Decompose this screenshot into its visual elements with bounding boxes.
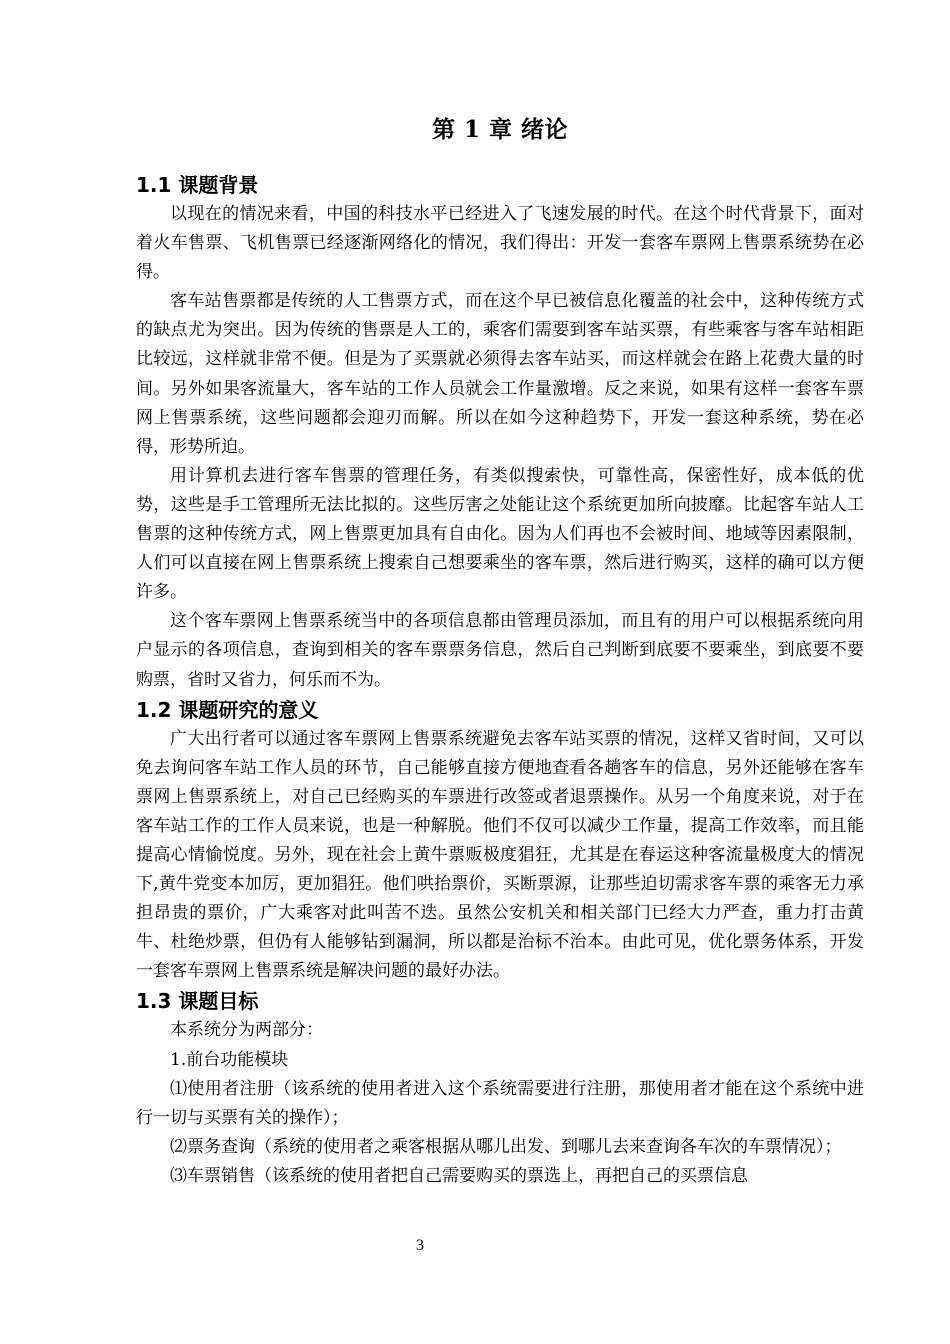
section-heading-1-1: 1.1 课题背景 — [136, 173, 259, 197]
list-heading: 1.前台功能模块 — [170, 1049, 289, 1070]
paragraph: 用计算机去进行客车售票的管理任务，有类似搜索快，可靠性高，保密性好，成本低的优势，这些是手工管理所无法比拟的。这些厉害之处能让这个系统更加所向披靡。比起客车站人工售票的这种传统方式，网上售票更加具有自由化。因为人们再也不会被时间、地域等因素限制，人们可以直接在网上售票系统上搜索自己想要乘坐的客车票，然后进行购买，这样的确可以方便许多。 — [136, 465, 864, 603]
paragraph: 客车站售票都是传统的人工售票方式，而在这个早已被信息化覆盖的社会中，这种传统方式的缺点尤为突出。因为传统的售票是人工的，乘客们需要到客车站买票，有些乘客与客车站相距比较远，这样就非常不便。但是为了买票就必须得去客车站买，而这样就会在路上花费大量的时间。另外如果客流量大，客车站的工作人员就会工作量激增。反之来说，如果有这样一套客车票网上售票系统，这些问题都会迎刃而解。所以在如今这种趋势下，开发一套这种系统，势在必得，形势所迫。 — [136, 291, 864, 457]
paragraph: 本系统分为两部分： — [170, 1020, 323, 1041]
page-number: 3 — [416, 1237, 424, 1254]
section-heading-1-3: 1.3 课题目标 — [136, 989, 259, 1014]
paragraph: 这个客车票网上售票系统当中的各项信息都由管理员添加，而且有的用户可以根据系统向用户显示的各项信息，查询到相关的客车票票务信息，然后自己判断到底要不要乘坐，到底要不要购票，省时又省力，何乐而不为。 — [136, 611, 864, 690]
page-content — [136, 112, 864, 1191]
list-item: ⑵票务查询（系统的使用者之乘客根据从哪儿出发、到哪儿去来查询各车次的车票情况）； — [170, 1136, 842, 1157]
paragraph: 广大出行者可以通过客车票网上售票系统避免去客车站买票的情况，这样又省时间，又可以免去询问客车站工作人员的环节，自己能够直接方便地查看各趟客车的信息，另外还能够在客车票网上售票系统上，对自己已经购买的车票进行改签或者退票操作。从另一个角度来说，对于在客车站工作的工作人员来说，也是一种解脱。他们不仅可以减少工作量，提高工作效率，而且能提高心情愉悦度。另外，现在社会上黄牛票贩极度猖狂，尤其是在春运这种客流量极度大的情况下,黄牛党变本加厉，更加猖狂。他们哄抬票价，买断票源，让那些迫切需求客车票的乘客无力承担昂贵的票价，广大乘客对此叫苦不迭。虽然公安机关和相关部门已经大力严查，重力打击黄牛、杜绝炒票，但仍有人能够钻到漏洞，所以都是治标不治本。由此可见，优化票务体系，开发一套客车票网上售票系统是解决问题的最好办法。 — [136, 728, 864, 982]
chapter-title: 第 1 章 绪论 — [431, 116, 569, 143]
list-item: ⑴使用者注册（该系统的使用者进入这个系统需要进行注册，那使用者才能在这个系统中进行一切与买票有关的操作）； — [136, 1078, 864, 1128]
paragraph: 以现在的情况来看，中国的科技水平已经进入了飞速发展的时代。在这个时代背景下，面对着火车售票、飞机售票已经逐渐网络化的情况，我们得出：开发一套客车票网上售票系统势在必得。 — [136, 204, 864, 283]
section-heading-1-2: 1.2 课题研究的意义 — [136, 697, 319, 722]
list-item: ⑶车票销售（该系统的使用者把自己需要购买的票选上，再把自己的买票信息 — [170, 1165, 748, 1186]
